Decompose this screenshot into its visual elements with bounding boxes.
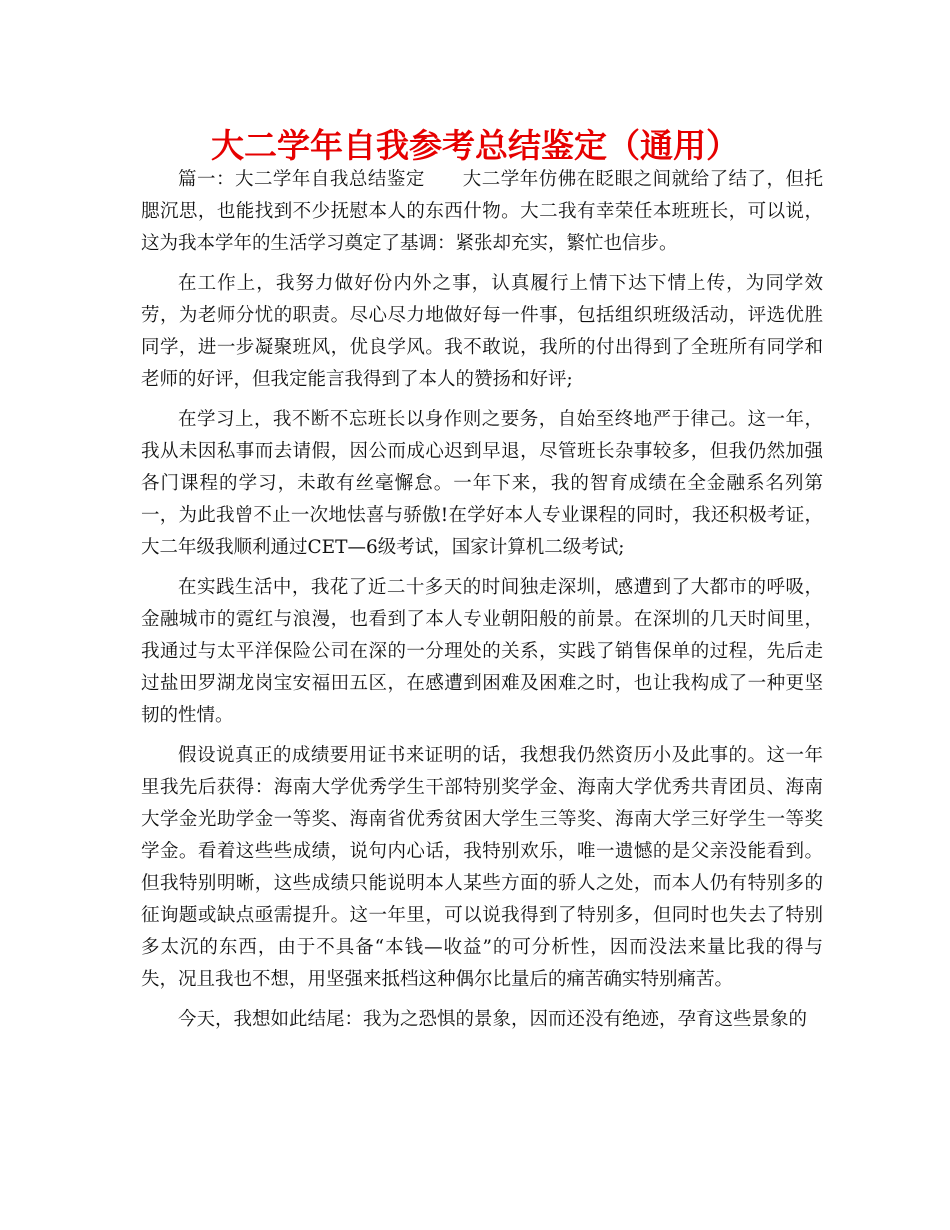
paragraph-4: 在实践生活中，我花了近二十多天的时间独走深圳，感遭到了大都市的呼吸，金融城市的霓红与浪漫，也看到了本人专业朝阳般的前景。在深圳的几天时间里，我通过与太平洋保险公司在深的一分理处的关系，实践了销售保单的过程，先后走过盐田罗湖龙岗宝安福田五区，在感遭到困难及困难之时，也让我构成了一种更坚韧的性情。 xyxy=(141,577,823,726)
paragraph-2: 在工作上，我努力做好份内外之事，认真履行上情下达下情上传，为同学效劳，为老师分忧的职责。尽心尽力地做好每一件事，包括组织班级活动，评选优胜同学，进一步凝聚班风，优良学风。我不敢说，我所的付出得到了全班所有同学和老师的好评，但我定能言我得到了本人的赞扬和好评; xyxy=(141,273,823,390)
paragraph-5: 假设说真正的成绩要用证书来证明的话，我想我仍然资历小及此事的。这一年里我先后获得：海南大学优秀学生干部特别奖学金、海南大学优秀共青团员、海南大学金光助学金一等奖、海南省优秀贫困大学生三等奖、海南大学三好学生一等奖学金。看着这些些成绩，说句内心话，我特别欢乐，唯一遗憾的是父亲没能看到。但我特别明晰，这些成绩只能说明本人某些方面的骄人之处，而本人仍有特别多的征询题或缺点亟需提升。这一年里，可以说我得到了特别多，但同时也失去了特别多太沉的东西，由于不具备“本钱—收益”的可分析性，因而没法来量比我的得与失，况且我也不想，用坚强来抵档这种偶尔比量后的痛苦确实特别痛苦。 xyxy=(141,745,823,990)
paragraph-6: 今天，我想如此结尾：我为之恐惧的景象，因而还没有绝迹，孕育这些景象的 xyxy=(178,1009,808,1030)
paragraph-1: 篇一：大二学年自我总结鉴定 大二学年仿佛在眨眼之间就给了结了，但托腮沉思，也能找到不少抚慰本人的东西什物。大二我有幸荣任本班班长，可以说，这为我本学年的生活学习奠定了基调：紧张却充实，繁忙也信步。 xyxy=(141,169,823,254)
document-body xyxy=(141,164,823,1044)
paragraph-3: 在学习上，我不断不忘班长以身作则之要务，自始至终地严于律己。这一年，我从未因私事而去请假，因公而成心迟到早退，尽管班长杂事较多，但我仍然加强各门课程的学习，未敢有丝毫懈怠。一年下来，我的智育成绩在全金融系名列第一，为此我曾不止一次地怯喜与骄傲!在学好本人专业课程的同时，我还积极考证，大二年级我顺利通过CET—6级考试，国家计算机二级考试; xyxy=(141,409,823,558)
document-title: 大二学年自我参考总结鉴定（通用） xyxy=(211,126,739,165)
